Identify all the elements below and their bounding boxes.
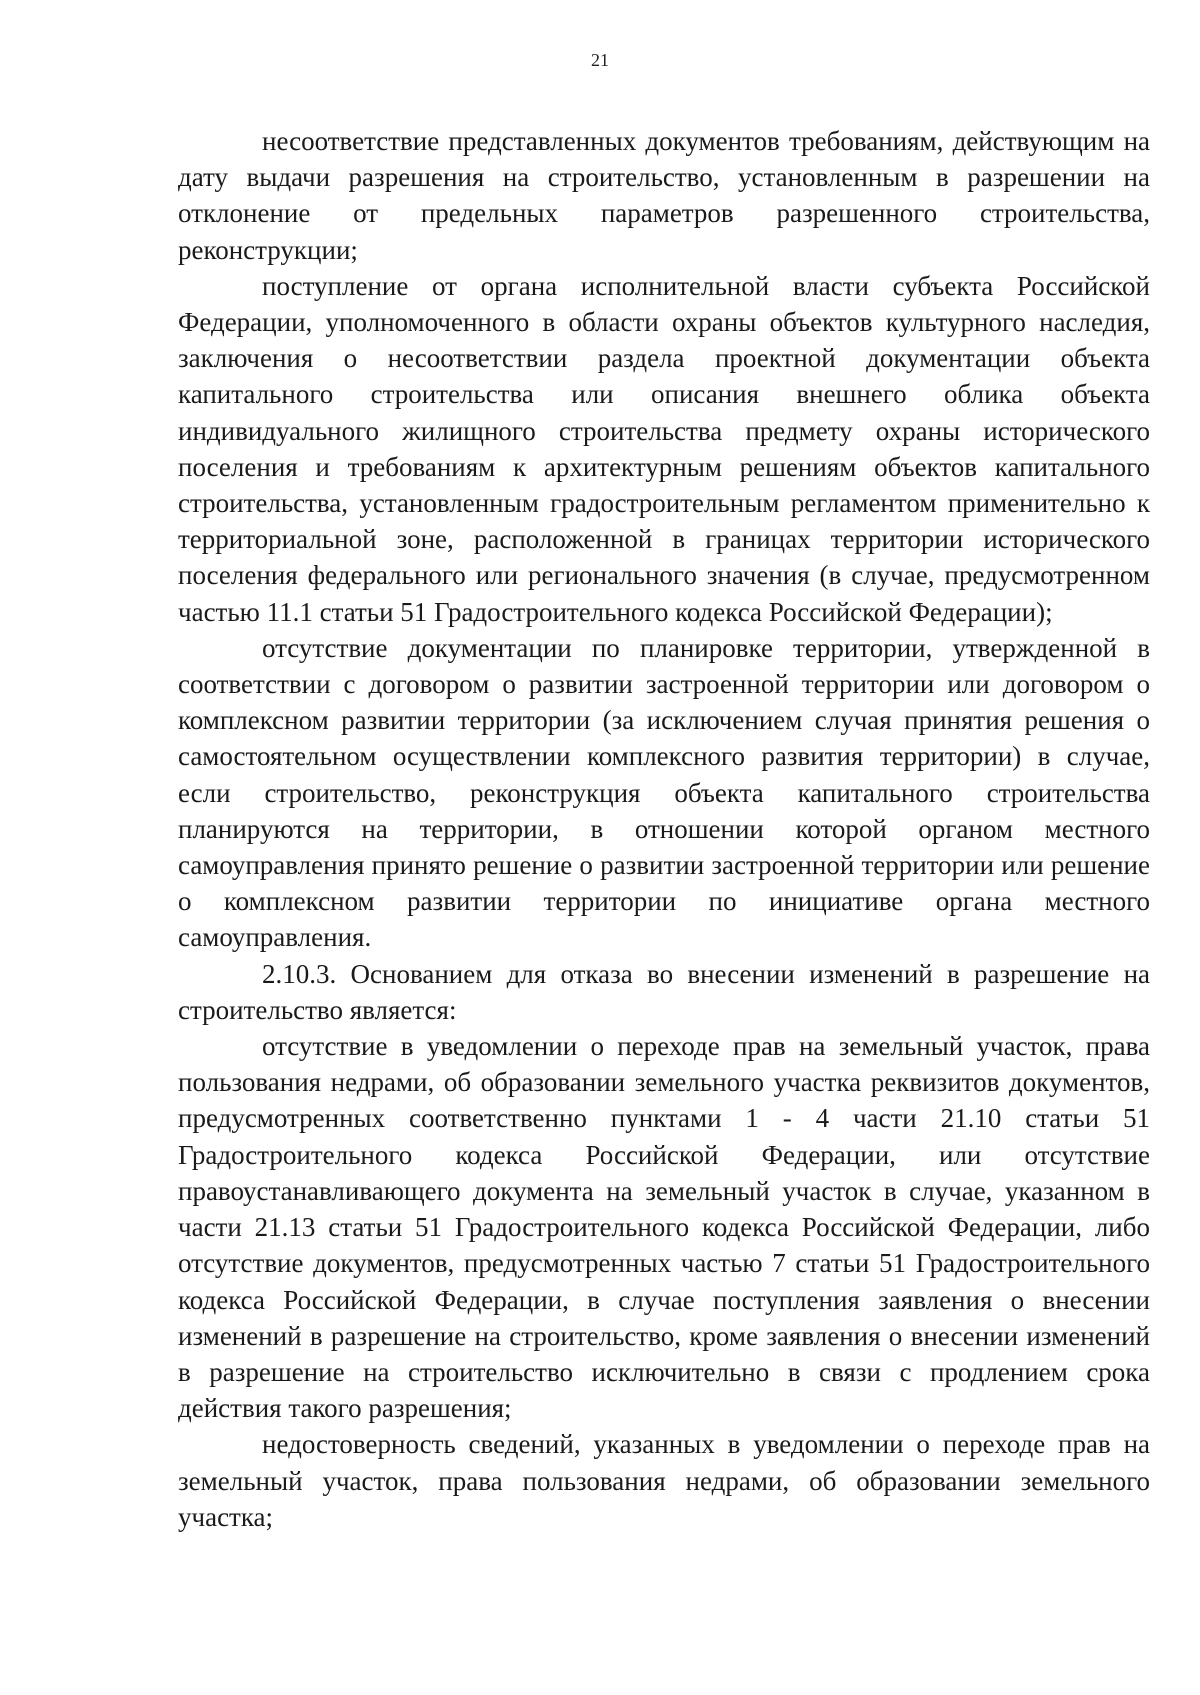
paragraph-nonconformity: несоответствие представленных документов требованиям, действующим на дату выдачи разрешения на строительство, установленным в разрешении на отклонение от предельных параметров разрешенного строительства, реконструкции; [178,126,1150,265]
page-number: 21 [591,50,609,70]
paragraph-section-2-10-3: 2.10.3. Основанием для отказа во внесении изменений в разрешение на строительство является: [178,958,1150,1025]
paragraph-missing-planning-documentation: отсутствие документации по планировке территории, утвержденной в соответствии с договором о развитии застроенной территории или договором о комплексном развитии территории (за исключением случая принятия решения о самостоятельном осуществлении комплексного развития территории) в случае, если строительство, реконструкция объекта капитального строительства планируются на территории, в отношении которой органом местного самоуправления принято решение о развитии застроенной территории или решение о комплексном развитии территории по инициативе органа местного самоуправления. [178,632,1150,953]
document-body [178,123,1150,1535]
paragraph-unreliable-information: недостоверность сведений, указанных в уведомлении о переходе прав на земельный участок, права пользования недрами, об образовании земельного участка; [178,1429,1150,1532]
paragraph-cultural-heritage-conclusion: поступление от органа исполнительной власти субъекта Российской Федерации, уполномоченного в области охраны объектов культурного наследия, заключения о несоответствии раздела проектной документации объекта капитального строительства или описания внешнего облика объекта индивидуального жилищного строительства предмету охраны исторического поселения и требованиям к архитектурным решениям объектов капитального строительства, установленным градостроительным регламентом применительно к территориальной зоне, расположенной в границах территории исторического поселения федерального или регионального значения (в случае, предусмотренном частью 11.1 статьи 51 Градостроительного кодекса Российской Федерации); [178,270,1150,627]
paragraph-missing-notice-details: отсутствие в уведомлении о переходе прав на земельный участок, права пользования недрами, об образовании земельного участка реквизитов документов, предусмотренных соответственно пунктами 1 - 4 части 21.10 статьи 51 Градостроительного кодекса Российской Федерации, или отсутствие правоустанавливающего документа на земельный участок в случае, указанном в части 21.13 статьи 51 Градостроительного кодекса Российской Федерации, либо отсутствие документов, предусмотренных частью 7 статьи 51 Градостроительного кодекса Российской Федерации, в случае поступления заявления о внесении изменений в разрешение на строительство, кроме заявления о внесении изменений в разрешение на строительство исключительно в связи с продлением срока действия такого разрешения; [178,1031,1150,1424]
